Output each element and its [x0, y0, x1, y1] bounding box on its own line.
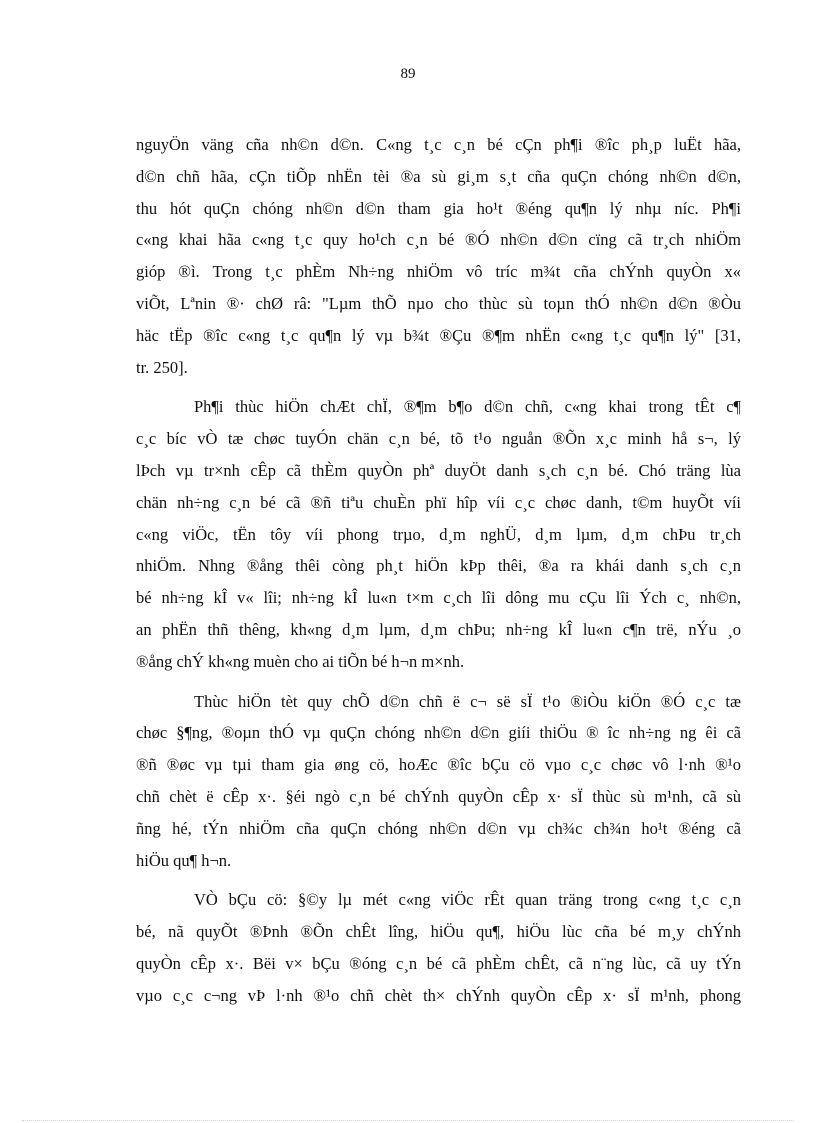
- text-line: chøc §¶ng, ®oµn thÓ vµ quÇn chóng nh©n d©n giíi thiÖu ® îc nh÷ng ng êi cã: [136, 723, 741, 743]
- text-line: c«ng khai hãa c«ng t¸c quy ho¹ch c¸n bé ®Ó nh©n d©n cïng cã tr¸ch nhiÖm: [136, 230, 741, 250]
- text-line: tr. 250].: [136, 357, 188, 377]
- text-line: lÞch vµ tr×nh cÊp cã thÈm quyÒn phª duyÖt danh s¸ch c¸n bé. Chó träng lùa: [136, 460, 741, 480]
- text-line: d©n chñ hãa, cÇn tiÕp nhËn tèi ®a sù gi¸m s¸t cña quÇn chóng nh©n d©n,: [136, 166, 741, 186]
- text-line: gióp ®ì. Trong t¸c phÈm Nh÷ng nhiÖm vô tríc m¾t cña chÝnh quyÒn x«: [136, 262, 741, 282]
- body-text: [136, 129, 741, 1012]
- text-line: hiÖu qu¶ h¬n.: [136, 850, 232, 870]
- text-line: nhiÖm. Nhng ®ång thêi còng ph¸t hiÖn kÞp thêi, ®a ra khái danh s¸ch c¸n: [136, 556, 741, 576]
- text-line: Thùc hiÖn tèt quy chÕ d©n chñ ë c¬ së sÏ t¹o ®iÒu kiÖn ®Ó c¸c tæ: [194, 691, 741, 711]
- page-bottom-border: [22, 1120, 794, 1121]
- text-line: häc tËp ®îc c«ng t¸c qu¶n lý vµ b¾t ®Çu ®¶m nhËn c«ng t¸c qu¶n lý" [31,: [136, 325, 741, 345]
- page-number: 89: [400, 66, 416, 82]
- text-line: bé nh÷ng kÎ v« lîi; nh÷ng kÎ lu«n t×m c¸ch lîi dông mu cÇu lîi Ých c¸ nh©n,: [136, 588, 741, 608]
- text-line: c¸c bíc vÒ tæ chøc tuyÓn chän c¸n bé, tõ t¹o nguån ®Õn x¸c minh hå s¬, lý: [136, 429, 741, 449]
- text-line: Ph¶i thùc hiÖn chÆt chÏ, ®¶m b¶o d©n chñ, c«ng khai trong tÊt c¶: [194, 397, 741, 417]
- text-line: ñng hé, tÝn nhiÖm cña quÇn chóng nh©n d©n vµ ch¾c ch¾n ho¹t ®éng cã: [136, 818, 741, 838]
- text-line: vµo c¸c c¬ng vÞ l·nh ®¹o chñ chèt th× chÝnh quyÒn cÊp x· sÏ m¹nh, phong: [136, 985, 741, 1005]
- text-line: ®ång chÝ kh«ng muèn cho ai tiÕn bé h¬n m×nh.: [136, 651, 465, 671]
- text-line: quyÒn cÊp x·. Bëi v× bÇu ®óng c¸n bé cã phÈm chÊt, cã n¨ng lùc, cã uy tÝn: [136, 953, 741, 973]
- text-line: c«ng viÖc, tËn tôy víi phong trµo, d¸m nghÜ, d¸m lµm, d¸m chÞu tr¸ch: [136, 524, 741, 544]
- text-line: viÕt, Lªnin ®· chØ râ: "Lµm thÕ nµo cho thùc sù toµn thÓ nh©n d©n ®Òu: [136, 293, 741, 313]
- text-line: ®ñ ®øc vµ tµi tham gia øng cö, hoÆc ®îc bÇu cö vµo c¸c chøc vô l·nh ®¹o: [136, 755, 741, 775]
- paragraph-3: [136, 686, 741, 877]
- text-line: chñ chèt ë cÊp x·. §éi ngò c¸n bé chÝnh quyÒn cÊp x· sÏ thùc sù m¹nh, cã sù: [136, 786, 741, 806]
- text-line: chän nh÷ng c¸n bé cã ®ñ tiªu chuÈn phï hîp víi c¸c chøc danh, t©m huyÕt víi: [136, 492, 741, 512]
- text-line: thu hót quÇn chóng nh©n d©n tham gia ho¹t ®éng qu¶n lý nhµ níc. Ph¶i: [136, 198, 741, 218]
- paragraph-2: [136, 391, 741, 677]
- text-line: an phËn thñ thêng, kh«ng d¸m lµm, d¸m chÞu; nh÷ng kÎ lu«n c¶n trë, nÝu ¸o: [136, 619, 741, 639]
- text-line: bé, nã quyÕt ®Þnh ®Õn chÊt lîng, hiÖu qu¶, hiÖu lùc cña bé m¸y chÝnh: [136, 922, 741, 942]
- paragraph-1: [136, 129, 741, 383]
- text-line: VÒ bÇu cö: §©y lµ mét c«ng viÖc rÊt quan träng trong c«ng t¸c c¸n: [194, 890, 741, 910]
- text-line: nguyÖn väng cña nh©n d©n. C«ng t¸c c¸n bé cÇn ph¶i ®îc ph¸p luËt hãa,: [136, 135, 741, 154]
- paragraph-4: [136, 884, 741, 1011]
